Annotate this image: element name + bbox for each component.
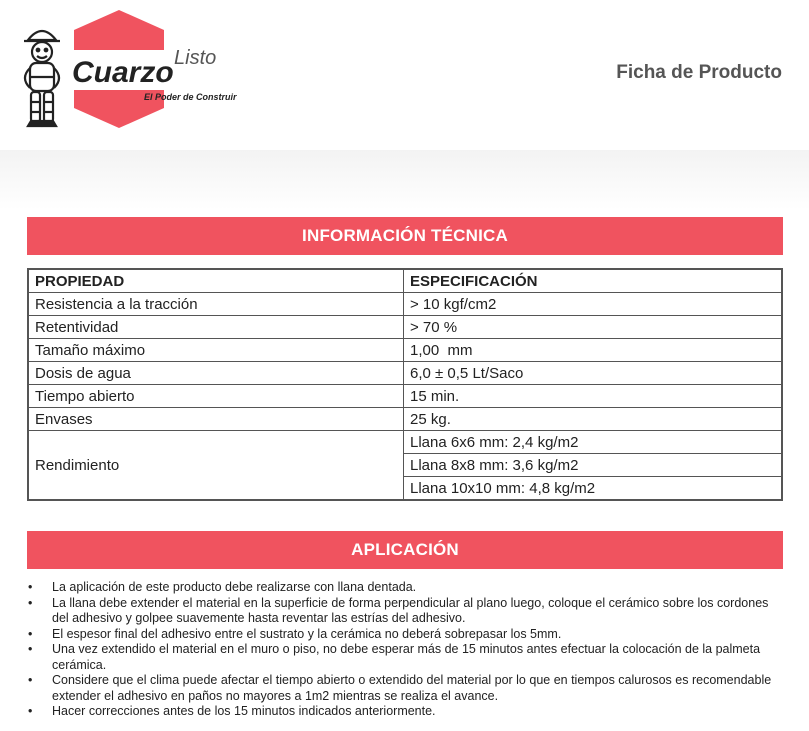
property-cell: Envases — [28, 408, 404, 431]
spec-cell: > 10 kgf/cm2 — [404, 293, 783, 316]
property-cell: Dosis de agua — [28, 362, 404, 385]
table-row — [28, 362, 782, 385]
table-row — [28, 339, 782, 362]
spec-cell: Llana 8x8 mm: 3,6 kg/m2 — [404, 454, 783, 477]
column-header-spec: ESPECIFICACIÓN — [404, 269, 783, 293]
spec-cell: 1,00 mm — [404, 339, 783, 362]
spec-cell: 15 min. — [404, 385, 783, 408]
list-item: • La aplicación de este producto debe realizarse con llana dentada. — [27, 580, 777, 596]
brand-logo — [14, 8, 244, 136]
application-list — [27, 580, 777, 720]
list-item: • Hacer correcciones antes de los 15 minutos indicados anteriormente. — [27, 704, 777, 720]
list-item: • El espesor final del adhesivo entre el sustrato y la cerámica no deberá sobrepasar los 5mm. — [27, 627, 777, 643]
list-item: • La llana debe extender el material en la superficie de forma perpendicular al plano luego, coloque el cerámico sobre los cordones del adhesivo y golpee suavemente hasta reventar las estrías del adhesivo. — [27, 596, 777, 627]
brand-name-part1: Cuarzo — [72, 56, 174, 89]
property-cell: Resistencia a la tracción — [28, 293, 404, 316]
brand-name-part2: Listo — [174, 47, 217, 69]
brand-tagline: El Poder de Construir — [144, 92, 237, 102]
spec-cell: > 70 % — [404, 316, 783, 339]
spec-table — [27, 268, 783, 501]
spec-cell: 25 kg. — [404, 408, 783, 431]
list-item: • Considere que el clima puede afectar el tiempo abierto o extendido del material por lo que en tiempos calurosos es recomendable extender el adhesivo en paños no mayores a 1m2 mientras se realiza el avance. — [27, 673, 777, 704]
property-cell: Tamaño máximo — [28, 339, 404, 362]
table-row — [28, 385, 782, 408]
table-row — [28, 408, 782, 431]
table-row — [28, 431, 782, 454]
page-title: Ficha de Producto — [616, 62, 782, 83]
property-cell: Tiempo abierto — [28, 385, 404, 408]
header-shadow — [0, 150, 809, 210]
list-item: • Una vez extendido el material en el muro o piso, no debe esperar más de 15 minutos antes efectuar la colocación de la palmeta cerámica. — [27, 642, 777, 673]
column-header-property: PROPIEDAD — [28, 269, 404, 293]
spec-cell: Llana 10x10 mm: 4,8 kg/m2 — [404, 477, 783, 501]
spec-cell: Llana 6x6 mm: 2,4 kg/m2 — [404, 431, 783, 454]
table-header-row — [28, 269, 782, 293]
property-cell-rendimiento: Rendimiento — [28, 431, 404, 501]
application-section-title: APLICACIÓN — [27, 531, 783, 569]
spec-cell: 6,0 ± 0,5 Lt/Saco — [404, 362, 783, 385]
property-cell: Retentividad — [28, 316, 404, 339]
info-section-title: INFORMACIÓN TÉCNICA — [27, 217, 783, 255]
table-row — [28, 293, 782, 316]
table-row — [28, 316, 782, 339]
worker-mascot-icon — [24, 31, 60, 126]
